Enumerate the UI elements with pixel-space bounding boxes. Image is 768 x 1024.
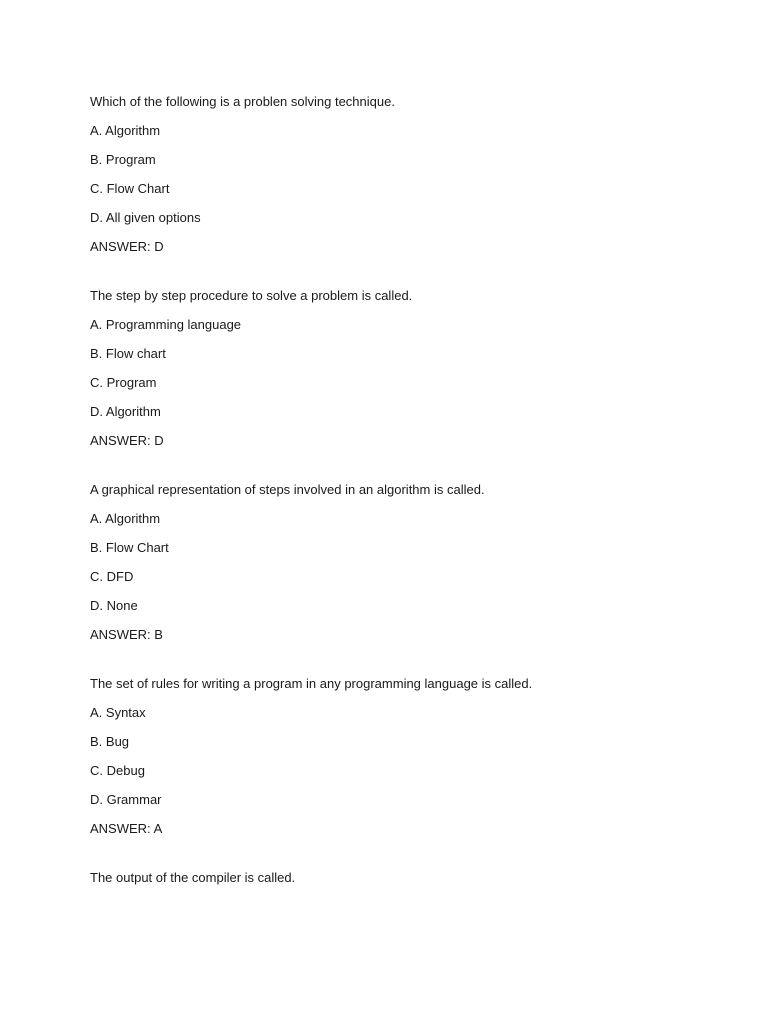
option-d: D. Algorithm [90, 404, 161, 419]
question-text: The set of rules for writing a program in any programming language is called. [90, 676, 533, 691]
option-b: B. Flow Chart [90, 540, 169, 555]
question-block-3 [90, 480, 710, 645]
option-b: B. Program [90, 152, 156, 167]
question-block-4 [90, 674, 710, 839]
option-d: D. All given options [90, 210, 201, 225]
option-c: C. DFD [90, 569, 134, 584]
option-a: A. Algorithm [90, 123, 161, 138]
answer-text: ANSWER: A [90, 821, 163, 836]
option-c: C. Program [90, 375, 157, 390]
answer-text: ANSWER: D [90, 433, 164, 448]
option-a: A. Algorithm [90, 511, 161, 526]
option-a: A. Syntax [90, 705, 146, 720]
option-a: A. Programming language [90, 317, 242, 332]
question-block-5 [90, 868, 710, 888]
option-c: C. Debug [90, 763, 145, 778]
option-b: B. Flow chart [90, 346, 166, 361]
question-text: Which of the following is a problen solving technique. [90, 94, 395, 109]
answer-text: ANSWER: D [90, 239, 164, 254]
option-b: B. Bug [90, 734, 130, 749]
answer-text: ANSWER: B [90, 627, 163, 642]
question-text: The step by step procedure to solve a problem is called. [90, 288, 413, 303]
option-c: C. Flow Chart [90, 181, 170, 196]
question-text: The output of the compiler is called. [90, 870, 296, 885]
quiz-content [90, 92, 710, 917]
question-text: A graphical representation of steps involved in an algorithm is called. [90, 482, 485, 497]
option-d: D. None [90, 598, 138, 613]
question-block-2 [90, 286, 710, 451]
question-block-1 [90, 92, 710, 257]
option-d: D. Grammar [90, 792, 162, 807]
